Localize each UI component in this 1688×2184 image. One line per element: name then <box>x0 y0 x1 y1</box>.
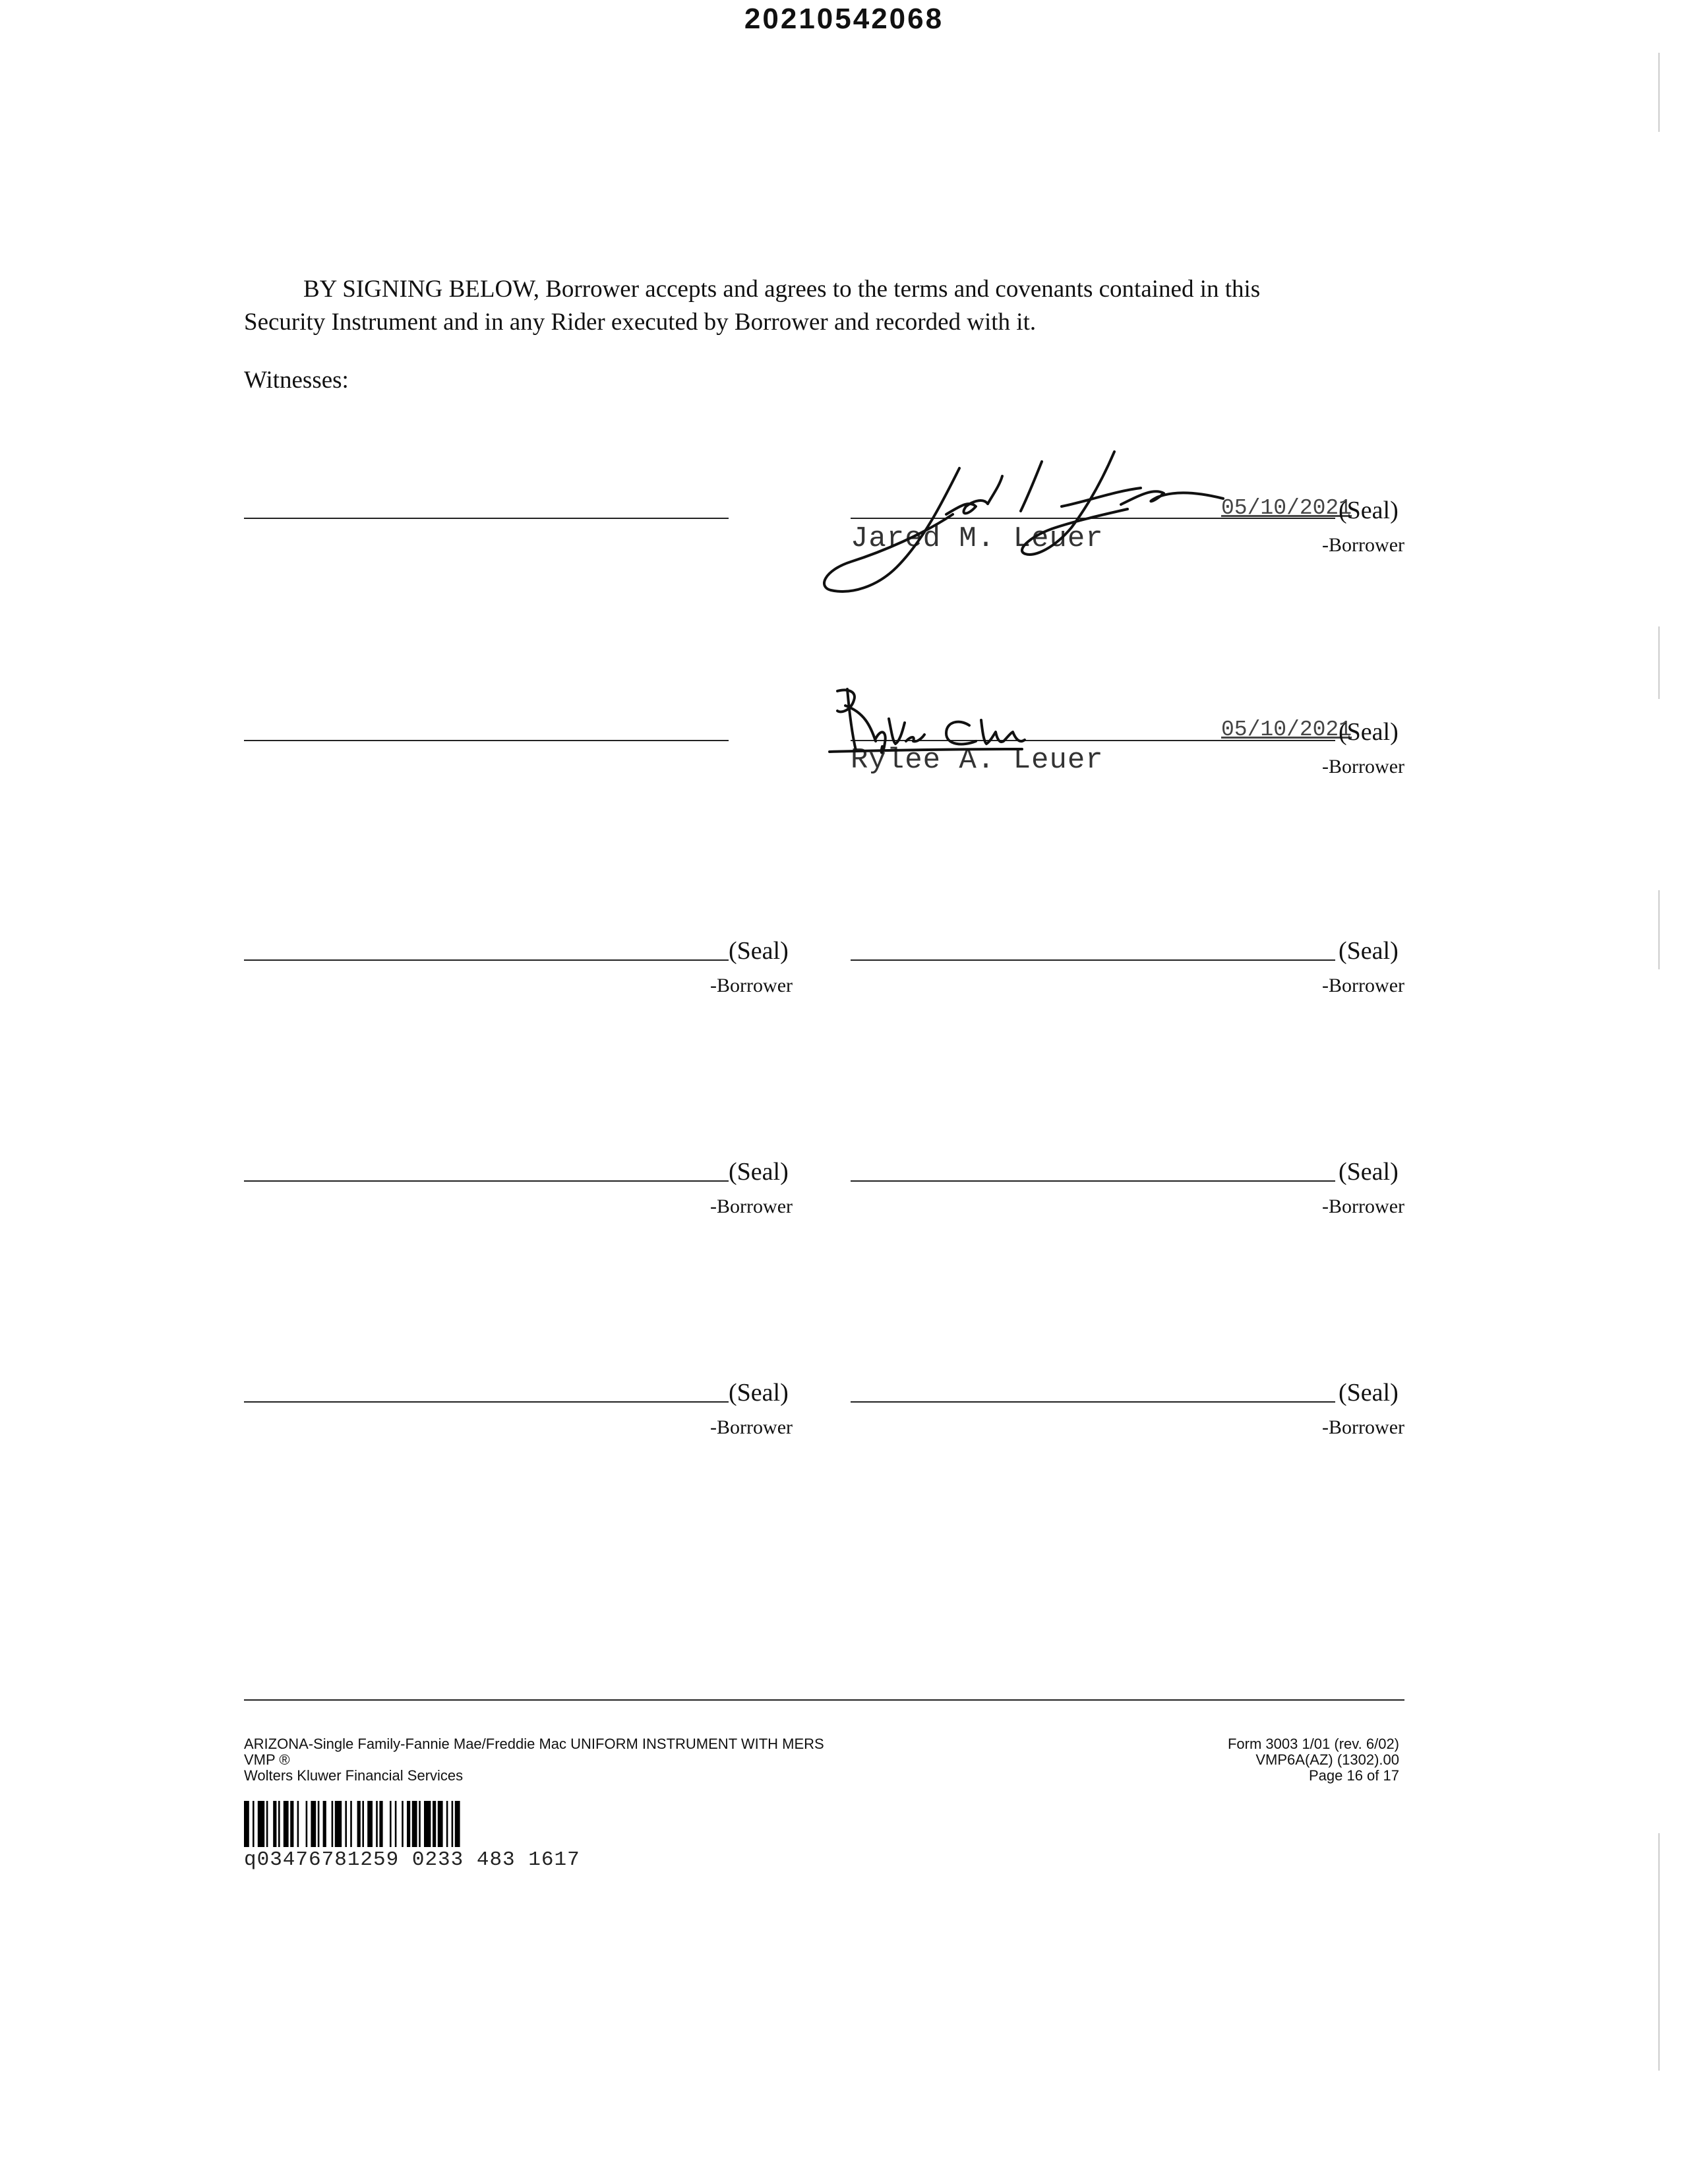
barcode-bar <box>379 1801 382 1847</box>
barcode-bar <box>376 1801 378 1847</box>
barcode-bar <box>266 1801 268 1847</box>
barcode-bar <box>335 1801 342 1847</box>
witness-signature-line-2 <box>244 740 729 741</box>
seal-label-5a: (Seal) <box>729 1379 789 1407</box>
handwritten-signature-rylee <box>811 673 1088 765</box>
seal-label-3a: (Seal) <box>729 937 789 965</box>
barcode-bar <box>284 1801 289 1847</box>
barcode-bar <box>323 1801 326 1847</box>
blank-signature-line-3a <box>244 959 729 961</box>
barcode-bar <box>452 1801 454 1847</box>
seal-label-4a: (Seal) <box>729 1158 789 1186</box>
blank-signature-line-4b <box>851 1180 1335 1182</box>
borrower-role-4a: -Borrower <box>710 1196 793 1217</box>
borrower-role-3b: -Borrower <box>1322 975 1404 996</box>
borrower-role-5b: -Borrower <box>1322 1416 1404 1438</box>
barcode-bar <box>290 1801 293 1847</box>
blank-signature-line-3b <box>851 959 1335 961</box>
seal-label-3b: (Seal) <box>1339 937 1399 965</box>
barcode-bar <box>357 1801 361 1847</box>
barcode-graphic <box>244 1801 692 1847</box>
barcode-bar <box>438 1801 443 1847</box>
footer-publisher: Wolters Kluwer Financial Services <box>244 1767 464 1784</box>
footer-vmp-label: VMP ® <box>244 1751 290 1768</box>
blank-signature-line-5b <box>851 1401 1335 1403</box>
barcode-bar <box>367 1801 373 1847</box>
barcode-bar <box>433 1801 436 1847</box>
borrower-role-4b: -Borrower <box>1322 1196 1404 1217</box>
seal-label-1: (Seal) <box>1339 497 1399 524</box>
barcode-bar <box>446 1801 448 1847</box>
barcode-bar <box>253 1801 255 1847</box>
barcode-bar <box>350 1801 352 1847</box>
borrower-role-3a: -Borrower <box>710 975 793 996</box>
footer-form-info <box>1228 1736 1399 1784</box>
signing-statement-line-1: BY SIGNING BELOW, Borrower accepts and agrees to the terms and covenants contained in this <box>303 276 1261 303</box>
barcode-bar <box>395 1801 397 1847</box>
barcode-bar <box>318 1801 320 1847</box>
footer-form-title: ARIZONA-Single Family-Fannie Mae/Freddie Mac UNIFORM INSTRUMENT WITH MERS <box>244 1736 824 1752</box>
signing-statement <box>244 273 1404 339</box>
footer-page-number: Page 16 of 17 <box>1308 1767 1399 1784</box>
barcode-bar <box>332 1801 334 1847</box>
barcode-bar <box>306 1801 308 1847</box>
footer-vmp-code: VMP6A(AZ) (1302).00 <box>1255 1751 1399 1768</box>
barcode-bar <box>402 1801 404 1847</box>
blank-signature-line-4a <box>244 1180 729 1182</box>
witness-signature-line-1 <box>244 518 729 519</box>
borrower-name-2: Rylee A. Leuer <box>851 744 1104 777</box>
borrower-role-5a: -Borrower <box>710 1416 793 1438</box>
borrower-role-2: -Borrower <box>1322 756 1404 777</box>
scan-edge-mark <box>1658 1833 1660 2071</box>
barcode-bar <box>258 1801 264 1847</box>
barcode-bar <box>297 1801 299 1847</box>
footer-rule <box>244 1699 1404 1701</box>
barcode-text: q03476781259 0233 483 1617 <box>244 1848 580 1871</box>
signature-date-2: 05/10/2021 <box>1221 717 1352 742</box>
scan-edge-mark <box>1658 53 1660 132</box>
barcode-bar <box>412 1801 417 1847</box>
barcode-bar <box>419 1801 421 1847</box>
scan-edge-mark <box>1658 890 1660 969</box>
seal-label-4b: (Seal) <box>1339 1158 1399 1186</box>
signature-date-1: 05/10/2021 <box>1221 496 1352 520</box>
barcode-bar <box>278 1801 280 1847</box>
seal-label-2: (Seal) <box>1339 718 1399 746</box>
barcode-bar <box>244 1801 249 1847</box>
borrower-name-1: Jared M. Leuer <box>851 522 1104 555</box>
barcode-bar <box>424 1801 431 1847</box>
barcode-bar <box>273 1801 276 1847</box>
seal-label-5b: (Seal) <box>1339 1379 1399 1407</box>
footer-form-description <box>244 1736 824 1784</box>
barcode-bar <box>407 1801 410 1847</box>
handwritten-signature-jared <box>811 422 1233 607</box>
witnesses-label: Witnesses: <box>244 367 349 394</box>
signing-statement-line-2: Security Instrument and in any Rider executed by Borrower and recorded with it. <box>244 309 1037 336</box>
barcode-bar <box>362 1801 364 1847</box>
blank-signature-line-5a <box>244 1401 729 1403</box>
footer-form-number: Form 3003 1/01 (rev. 6/02) <box>1227 1736 1399 1752</box>
scan-edge-mark <box>1658 626 1660 699</box>
document-number: 20210542068 <box>744 3 944 35</box>
barcode-bar <box>311 1801 316 1847</box>
barcode-bar <box>345 1801 347 1847</box>
borrower-role-1: -Borrower <box>1322 534 1404 556</box>
barcode-bar <box>455 1801 460 1847</box>
barcode-bar <box>390 1801 392 1847</box>
